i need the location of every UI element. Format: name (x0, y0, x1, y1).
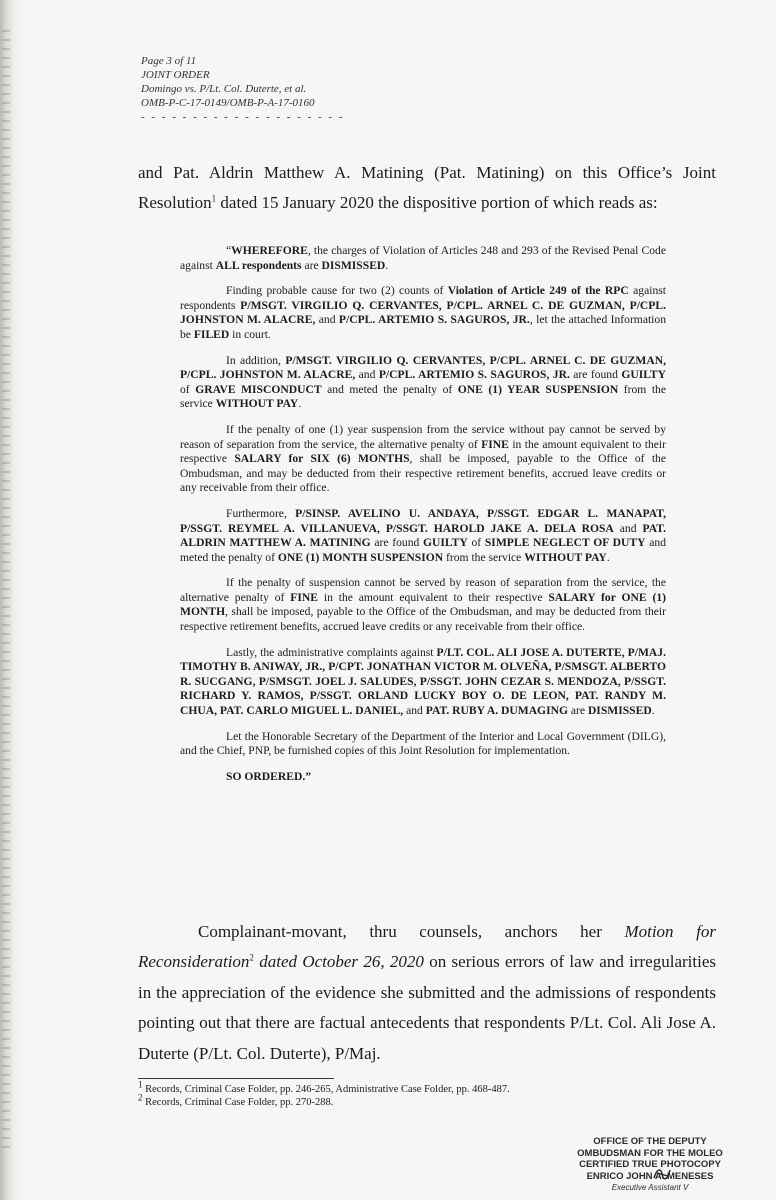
page-number: Page 3 of 11 (141, 55, 197, 67)
document-type: JOINT ORDER (141, 69, 210, 81)
intro-paragraph (138, 158, 716, 218)
footnote-1: $^1$ Records, Criminal Case Folder, pp. 246-265, Administrative Case Folder, pp. 468-487. (138, 1079, 510, 1095)
quote-paragraph-fine-one-month: If the penalty of suspension cannot be served by reason of separation from the service, the alternative penalty of FINE in the amount equivalent to their respective SALARY for ONE (1) MONTH, shall be imposed, payable to the Office of the Ombudsman, and may be deducted from their respective retirement benefits, accrued leave credits or any receivable from their office. (180, 576, 666, 634)
case-title: Domingo vs. P/Lt. Col. Duterte, et al. (141, 83, 307, 95)
motion-date: dated October 26, 2020 (259, 952, 424, 972)
quote-paragraph-probable-cause: Finding probable cause for two (2) counts of Violation of Article 249 of the RPC against respondents P/MSGT. VIRGILIO Q. CERVANTES, P/CPL. ARNEL C. DE GUZMAN, P/CPL. JOHNSTON M. ALACRE, and P/CPL. ARTEMIO S. SAGUROS, JR., let the attached Information be FILED in court. (180, 284, 667, 341)
scan-edge-marks (2, 30, 10, 1150)
intro-text-after: dated 15 January 2020 the dispositive portion of which reads as: (216, 193, 658, 212)
quote-so-ordered: SO ORDERED.” (226, 769, 312, 783)
quote-paragraph-simple-neglect: Furthermore, P/SINSP. AVELINO U. ANDAYA, P/SSGT. EDGAR L. MANAPAT, P/SSGT. REYMEL A. VILLANUEVA, P/SSGT. HAROLD JAKE A. DELA ROSA and PAT. ALDRIN MATTHEW A. MATINING are found GUILTY of SIMPLE NEGLECT OF DUTY and meted the penalty of ONE (1) MONTH SUSPENSION from the service WITHOUT PAY. (180, 506, 667, 564)
body-paragraph: Complainant-movant, thru counsels, anchors her Motion for Reconsideration$^2$ dated October 26, 2020 on serious errors of law and irregularities in the appreciation of the evidence she submitted and the admissions of respondents pointing out that there are factual antecedents that respondents P/Lt. Col. Ali Jose A. Duterte (P/Lt. Col. Duterte), P/Maj. (138, 922, 716, 1063)
dispositive-quote (180, 244, 666, 795)
case-numbers: OMB-P-C-17-0149/OMB-P-A-17-0160 (141, 97, 315, 109)
signature-mark (651, 1164, 673, 1184)
footnotes (138, 1079, 698, 1109)
page-header (141, 54, 345, 124)
quote-paragraph-grave-misconduct: In addition, P/MSGT. VIRGILIO Q. CERVANTES, P/CPL. ARNEL C. DE GUZMAN, P/CPL. JOHNSTON M. ALACRE, and P/CPL. ARTEMIO S. SAGUROS, JR. are found GUILTY of GRAVE MISCONDUCT and meted the penalty of ONE (1) YEAR SUSPENSION from the service WITHOUT PAY. (180, 353, 666, 411)
quote-paragraph-dismissed: Lastly, the administrative complaints against P/LT. COL. ALI JOSE A. DUTERTE, P/MAJ. TIMOTHY B. ANIWAY, JR., P/CPT. JONATHAN VICTOR M. OLVEÑA, P/SMSGT. ALBERTO R. SUCGANG, P/SMSGT. JOEL J. SALUDES, P/SSGT. JOHN CEZAR S. MENDOZA, P/SSGT. RICHARD Y. RAMOS, P/SSGT. ORLAND LUCKY BOY O. DE LEON, PAT. RANDY M. CHUA, PAT. CARLO MIGUEL L. DANIEL, and PAT. RUBY A. DUMAGING are DISMISSED. (180, 645, 666, 718)
footnote-ref-2: 2 (249, 952, 254, 963)
quote-paragraph-fine-six-months: If the penalty of one (1) year suspension from the service without pay cannot be served by reason of separation from the service, the alternative penalty of FINE in the amount equivalent to their respective SALARY for SIX (6) MONTHS, shall be imposed, payable to the Office of the Ombudsman, and may be deducted from their respective retirement benefits, accrued leave credits or any receivable from their office. (180, 422, 666, 495)
footnote-ref-1: 1 (211, 193, 217, 204)
intro-text-before: and Pat. Aldrin Matthew A. Matining (Pat. Matining) on this Office’s Joint Resolution (138, 163, 716, 212)
certified-true-copy-stamp: OFFICE OF THE DEPUTY OMBUDSMAN FOR THE MOLEO CERTIFIED TRUE PHOTOCOPY ENRICO JOHN A. MENESES Executive Assistant V (577, 1136, 723, 1192)
header-separator: - - - - - - - - - - - - - - - - - - - - (141, 111, 345, 123)
quote-paragraph-wherefore: “WHEREFORE, the charges of Violation of Articles 248 and 293 of the Revised Penal Code against ALL respondents are DISMISSED. (180, 244, 666, 272)
quote-paragraph-furnish-copies: Let the Honorable Secretary of the Department of the Interior and Local Government (DILG), and the Chief, PNP, be furnished copies of this Joint Resolution for implementation. (180, 729, 666, 758)
footnote-rule (138, 1078, 334, 1079)
footnote-2: $^2$ Records, Criminal Case Folder, pp. 270-288. (138, 1092, 334, 1108)
motion-title: Motion for Reconsideration (138, 922, 716, 972)
